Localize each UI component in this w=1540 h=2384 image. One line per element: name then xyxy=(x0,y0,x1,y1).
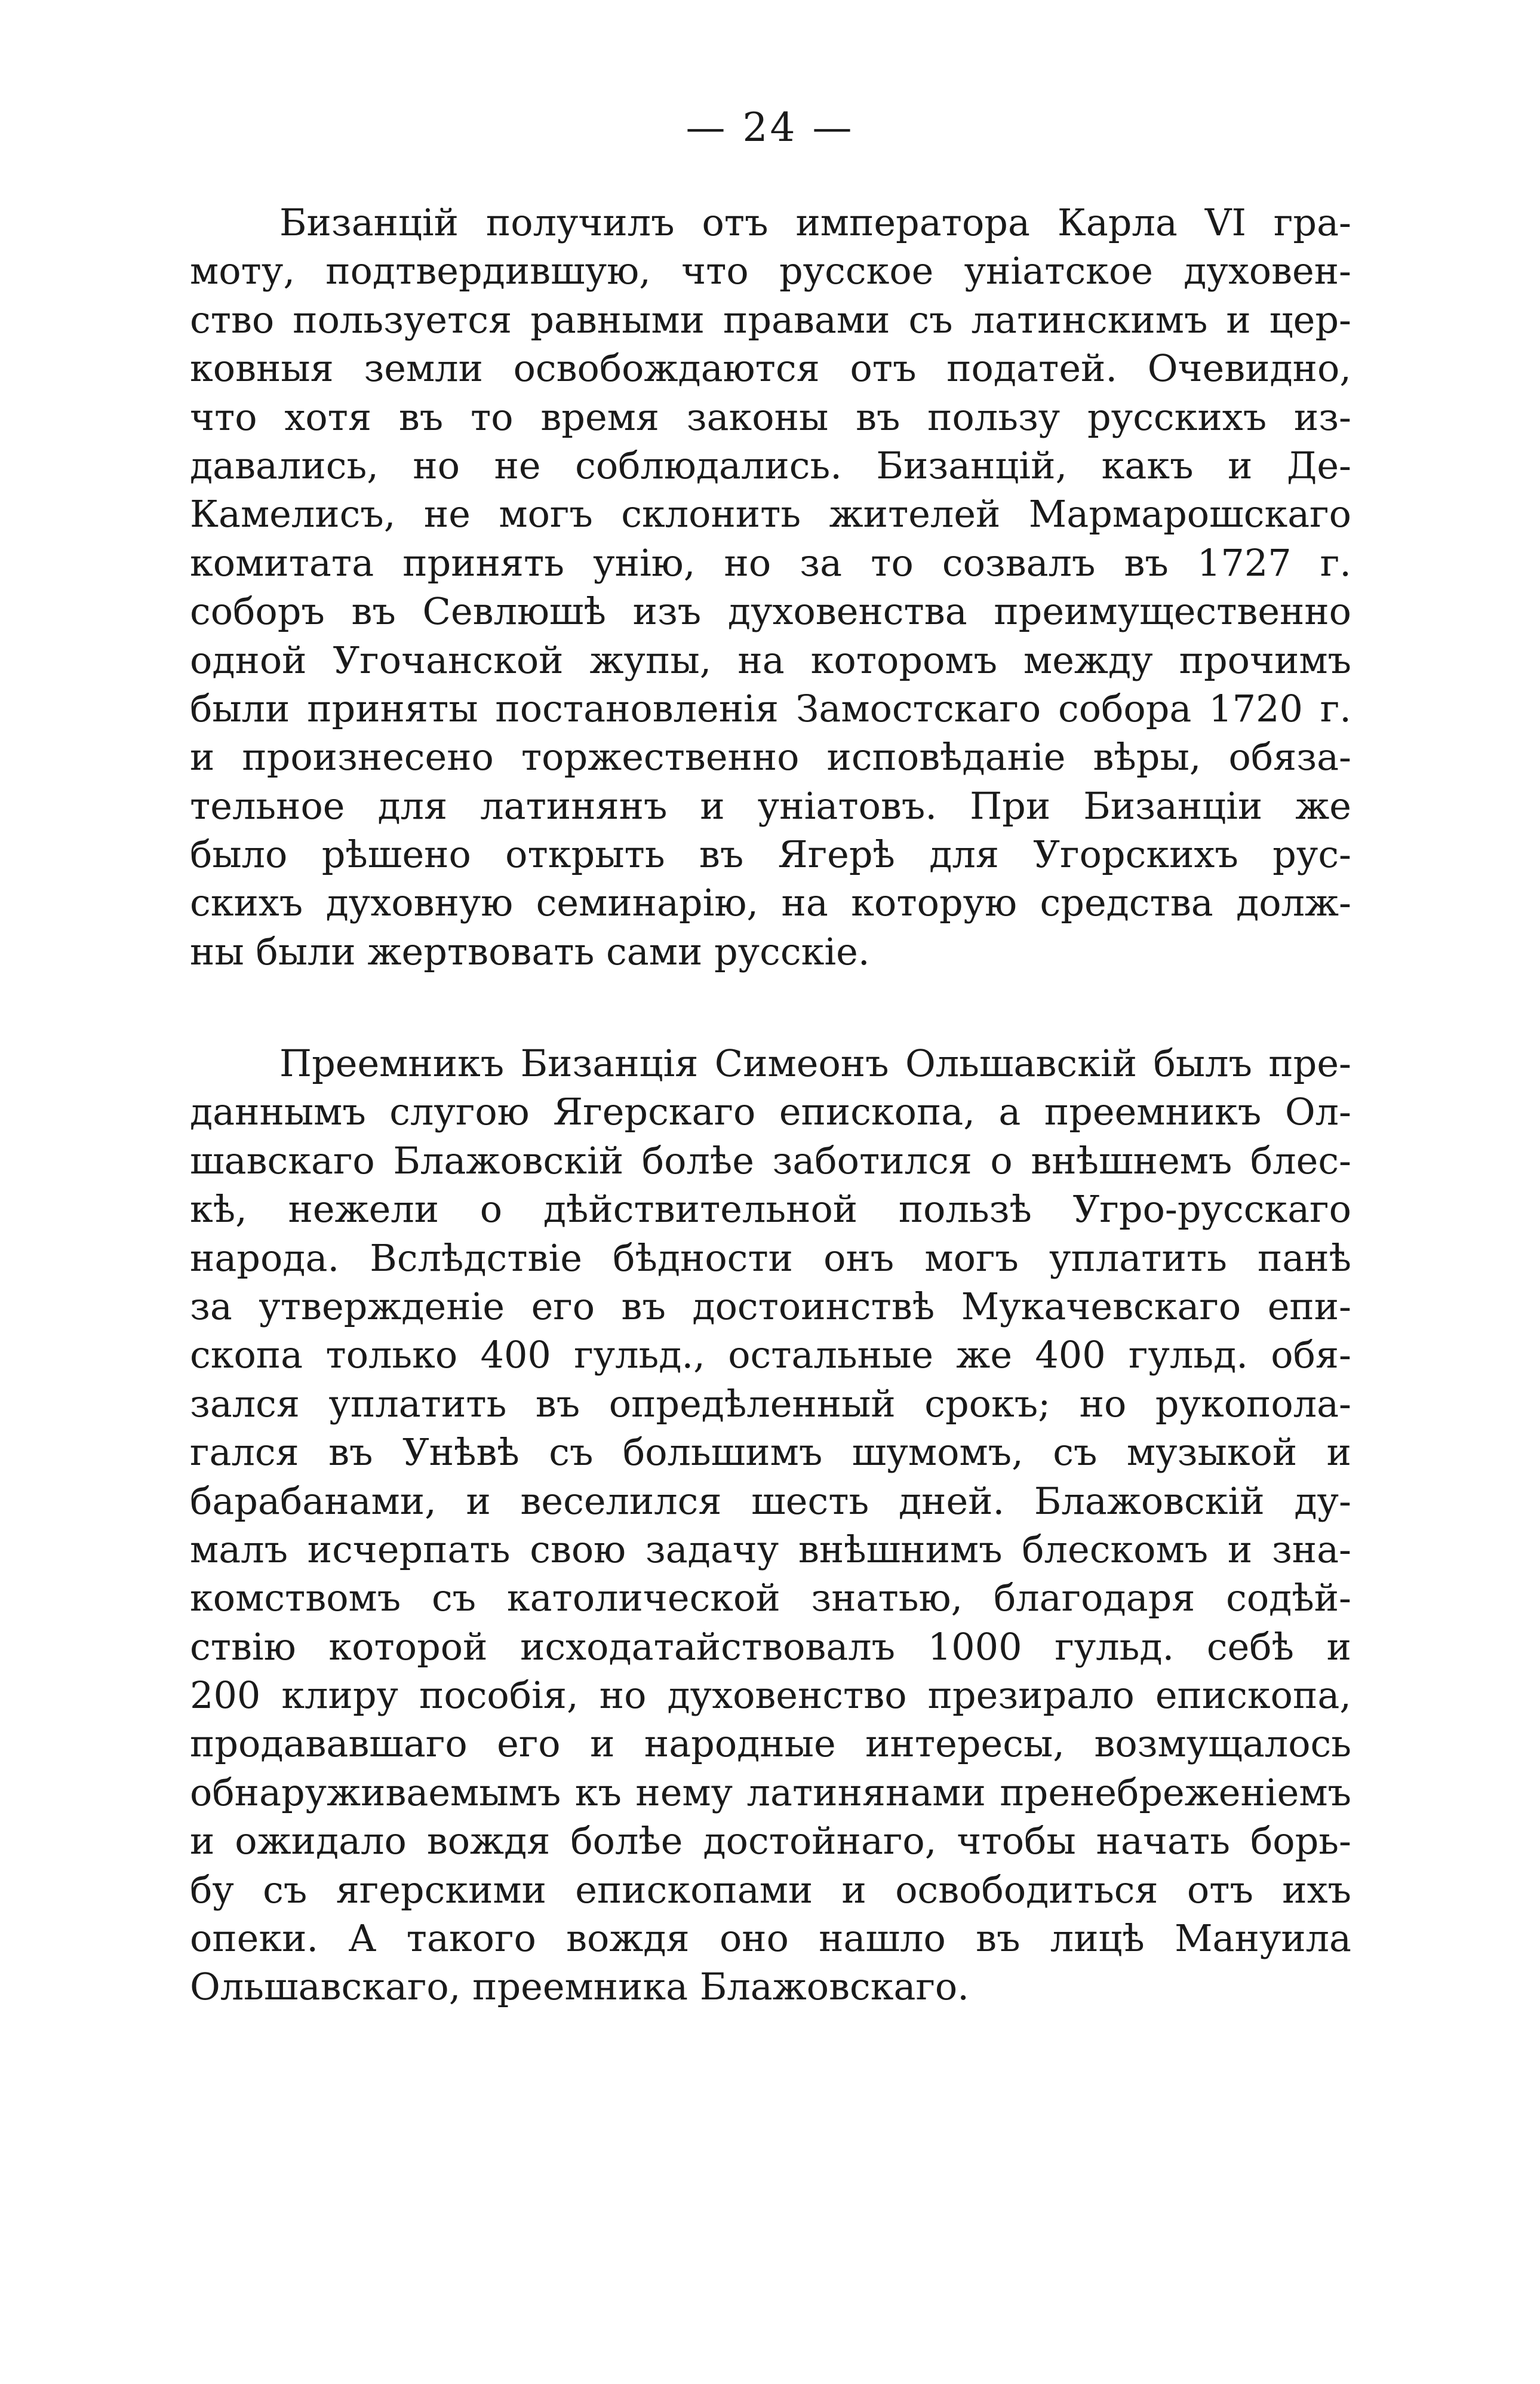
text-line: что хотя въ то время законы въ пользу русскихъ из- xyxy=(190,395,1351,439)
text-line: ковныя земли освобождаются отъ податей. Очевидно, xyxy=(190,346,1351,391)
text-line: комитата принять унію, но за то созвалъ въ 1727 г. xyxy=(190,540,1351,585)
text-line: скихъ духовную семинарію, на которую средства долж- xyxy=(190,881,1351,925)
text-line: опеки. А такого вождя оно нашло въ лицѣ Мануила xyxy=(190,1916,1351,1961)
text-line: шавскаго Блажовскій болѣе заботился о внѣшнемъ блес- xyxy=(190,1138,1351,1182)
text-line: моту, подтвердившую, что русское уніатское духовен- xyxy=(190,249,1351,293)
text-line: барабанами, и веселился шесть дней. Блажовскій ду- xyxy=(190,1479,1351,1523)
text-line: гался въ Унѣвѣ съ большимъ шумомъ, съ музыкой и xyxy=(190,1430,1351,1474)
text-line: и ожидало вождя болѣе достойнаго, чтобы начать борь- xyxy=(190,1819,1351,1863)
paragraph-2 xyxy=(190,1039,1351,2011)
text-line: тельное для латинянъ и уніатовъ. При Бизанціи же xyxy=(190,784,1351,828)
text-line: за утвержденіе его въ достоинствѣ Мукачевскаго епи- xyxy=(190,1284,1351,1328)
text-line: обнаруживаемымъ къ нему латинянами пренебреженіемъ xyxy=(190,1770,1351,1814)
text-line: Камелисъ, не могъ склонить жителей Мармарошскаго xyxy=(190,492,1351,536)
text-line: давались, но не соблюдались. Бизанцій, какъ и Де- xyxy=(190,443,1351,487)
text-line: скопа только 400 гульд., остальные же 400 гульд. обя- xyxy=(190,1333,1351,1377)
text-line: даннымъ слугою Ягерскаго епископа, а преемникъ Ол- xyxy=(190,1090,1351,1134)
text-line: соборъ въ Севлюшѣ изъ духовенства преимущественно xyxy=(190,589,1351,634)
text-line: и произнесено торжественно исповѣданіе вѣры, обяза- xyxy=(190,735,1351,779)
text-line: кѣ, нежели о дѣйствительной пользѣ Угро-русскаго xyxy=(190,1187,1351,1231)
text-line: ство пользуется равными правами съ латинскимъ и цер- xyxy=(190,297,1351,342)
page-number: — 24 — xyxy=(686,105,854,150)
text-line: малъ исчерпать свою задачу внѣшнимъ блескомъ и зна- xyxy=(190,1527,1351,1571)
text-line: Бизанцій получилъ отъ императора Карла VI гра- xyxy=(279,201,1351,244)
text-line: ствію которой исходатайствовалъ 1000 гульд. себѣ и xyxy=(190,1624,1351,1669)
text-line: народа. Вслѣдствіе бѣдности онъ могъ уплатить панѣ xyxy=(190,1236,1351,1280)
text-line: ны были жертвовать сами русскіе. xyxy=(190,929,870,973)
text-line: 200 клиру пособія, но духовенство презирало епископа, xyxy=(190,1673,1351,1718)
text-line: комствомъ съ католической знатью, благодаря содѣй- xyxy=(190,1576,1351,1620)
text-line: бу съ ягерскими епископами и освободиться отъ ихъ xyxy=(190,1867,1351,1912)
text-line: Ольшавскаго, преемника Блажовскаго. xyxy=(190,1965,969,2009)
text-line: продававшаго его и народные интересы, возмущалось xyxy=(190,1722,1351,1766)
text-line: одной Угочанской жупы, на которомъ между прочимъ xyxy=(190,638,1351,682)
text-line: были приняты постановленія Замостскаго собора 1720 г. xyxy=(190,686,1351,730)
paragraph-1 xyxy=(190,198,1351,976)
text-line: было рѣшено открыть въ Ягерѣ для Угорскихъ рус- xyxy=(190,832,1351,877)
text-line: зался уплатить въ опредѣленный срокъ; но рукопола- xyxy=(190,1381,1351,1426)
text-line: Преемникъ Бизанція Симеонъ Ольшавскій былъ пре- xyxy=(279,1042,1351,1085)
